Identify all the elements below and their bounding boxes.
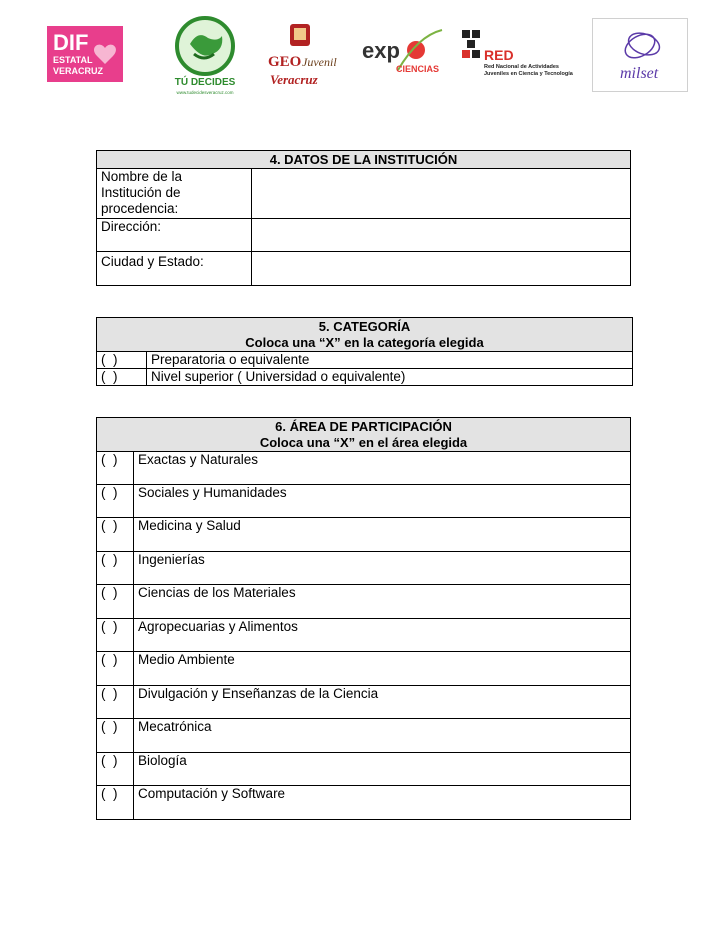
svg-text:TÚ DECIDES: TÚ DECIDES xyxy=(174,77,236,88)
institution-table xyxy=(96,150,631,286)
area-option-label: Medio Ambiente xyxy=(134,652,631,686)
institution-name-field[interactable] xyxy=(252,169,631,219)
category-option-label: Preparatoria o equivalente xyxy=(147,352,633,369)
area-checkbox[interactable]: ( ) xyxy=(97,786,134,820)
svg-text:Juveniles en Ciencia y Tecnolo: Juveniles en Ciencia y Tecnología xyxy=(484,71,573,77)
svg-text:GEO: GEO xyxy=(268,54,302,70)
area-checkbox[interactable]: ( ) xyxy=(97,686,134,719)
category-checkbox[interactable]: ( ) xyxy=(97,369,147,386)
svg-text:Juvenil: Juvenil xyxy=(302,55,337,69)
area-title: 6. ÁREA DE PARTICIPACIÓN xyxy=(275,419,452,434)
category-table xyxy=(96,317,633,386)
area-option-label: Sociales y Humanidades xyxy=(134,485,631,518)
area-row xyxy=(97,485,631,518)
area-option-label: Exactas y Naturales xyxy=(134,452,631,485)
area-row xyxy=(97,753,631,786)
milset-logo xyxy=(592,18,688,92)
area-row xyxy=(97,518,631,552)
area-checkbox[interactable]: ( ) xyxy=(97,552,134,585)
area-checkbox[interactable]: ( ) xyxy=(97,753,134,786)
svg-text:Red Nacional de Actividades: Red Nacional de Actividades xyxy=(484,64,559,70)
svg-text:VERACRUZ: VERACRUZ xyxy=(53,66,104,76)
area-row xyxy=(97,585,631,619)
area-option-label: Computación y Software xyxy=(134,786,631,820)
area-row xyxy=(97,452,631,485)
area-table xyxy=(96,417,631,820)
area-row xyxy=(97,719,631,753)
area-checkbox[interactable]: ( ) xyxy=(97,452,134,485)
area-option-label: Medicina y Salud xyxy=(134,518,631,552)
area-option-label: Divulgación y Enseñanzas de la Ciencia xyxy=(134,686,631,719)
area-checkbox[interactable]: ( ) xyxy=(97,719,134,753)
svg-text:RED: RED xyxy=(484,47,514,63)
area-row xyxy=(97,619,631,652)
area-subtitle: Coloca una “X” en el área elegida xyxy=(259,435,468,450)
address-field[interactable] xyxy=(252,219,631,252)
svg-text:Veracruz: Veracruz xyxy=(270,72,318,87)
area-option-label: Agropecuarias y Alimentos xyxy=(134,619,631,652)
area-row xyxy=(97,652,631,686)
expo-ciencias-logo xyxy=(358,22,444,88)
red-nacional-logo xyxy=(458,26,586,82)
area-checkbox[interactable]: ( ) xyxy=(97,652,134,686)
area-option-label: Ciencias de los Materiales xyxy=(134,585,631,619)
svg-text:CIENCIAS: CIENCIAS xyxy=(396,64,440,74)
area-option-label: Ingenierías xyxy=(134,552,631,585)
tu-decides-logo xyxy=(170,14,240,96)
svg-text:exp: exp xyxy=(362,38,400,63)
institution-name-label: Nombre de la Institución de procedencia: xyxy=(97,169,252,219)
area-row xyxy=(97,552,631,585)
area-option-label: Mecatrónica xyxy=(134,719,631,753)
category-subtitle: Coloca una “X” en la categoría elegida xyxy=(245,335,484,350)
category-option-label: Nivel superior ( Universidad o equivalente) xyxy=(147,369,633,386)
area-header xyxy=(97,418,631,452)
area-checkbox[interactable]: ( ) xyxy=(97,585,134,619)
area-checkbox[interactable]: ( ) xyxy=(97,518,134,552)
category-checkbox[interactable]: ( ) xyxy=(97,352,147,369)
dif-logo-title: DIF xyxy=(53,30,89,55)
category-header xyxy=(97,318,633,352)
area-checkbox[interactable]: ( ) xyxy=(97,619,134,652)
area-row xyxy=(97,786,631,820)
geo-juvenil-logo xyxy=(266,22,342,94)
area-row xyxy=(97,686,631,719)
svg-text:ESTATAL: ESTATAL xyxy=(53,55,93,65)
svg-text:milset: milset xyxy=(620,65,659,82)
svg-text:www.tudecidesveracruz.com: www.tudecidesveracruz.com xyxy=(176,90,234,95)
institution-title: 4. DATOS DE LA INSTITUCIÓN xyxy=(97,151,631,169)
city-state-label: Ciudad y Estado: xyxy=(97,252,252,286)
dif-logo xyxy=(47,26,123,82)
address-label: Dirección: xyxy=(97,219,252,252)
city-state-field[interactable] xyxy=(252,252,631,286)
area-checkbox[interactable]: ( ) xyxy=(97,485,134,518)
area-option-label: Biología xyxy=(134,753,631,786)
category-title: 5. CATEGORÍA xyxy=(318,319,411,334)
